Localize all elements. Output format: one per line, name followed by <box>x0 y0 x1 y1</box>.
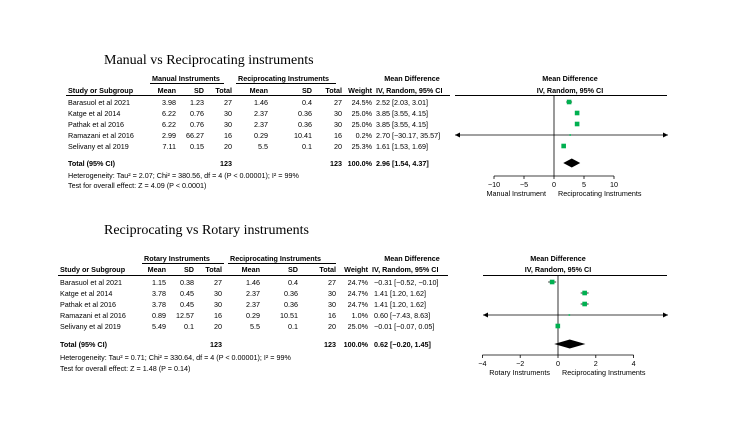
row-total1: 16 <box>214 311 222 320</box>
col-sd2: SD <box>288 265 298 274</box>
row-ci: 1.41 [1.20, 1.62] <box>374 300 426 309</box>
plot-title: Reciprocating vs Rotary instruments <box>104 223 309 238</box>
row-mean1: 5.49 <box>152 322 166 331</box>
total-weight: 100.0% <box>343 340 368 349</box>
row-total1: 16 <box>224 131 232 140</box>
favours-left-label: Rotary Instruments <box>489 368 550 377</box>
row-total2: 30 <box>334 120 342 129</box>
col-study: Study or Subgroup <box>60 265 126 274</box>
col-weight: Weight <box>344 265 368 274</box>
x-tick-label: 10 <box>610 180 618 189</box>
row-ci: −0.01 [−0.07, 0.05] <box>374 322 435 331</box>
row-mean2: 0.29 <box>246 311 260 320</box>
row-sd1: 0.1 <box>184 322 194 331</box>
row-weight: 24.7% <box>347 278 368 287</box>
row-total1: 20 <box>224 142 232 151</box>
row-mean1: 3.98 <box>162 98 176 107</box>
row-ci: 3.85 [3.55, 4.15] <box>376 120 428 129</box>
col-mean2: Mean <box>249 86 268 95</box>
row-weight: 0.2% <box>355 131 372 140</box>
row-mean2: 1.46 <box>246 278 260 287</box>
row-weight: 24.7% <box>347 289 368 298</box>
row-study: Pathak et al 2016 <box>68 120 124 129</box>
plot-title: Manual vs Reciprocating instruments <box>104 53 314 68</box>
x-tick-label: 0 <box>552 180 556 189</box>
md-header: Mean Difference <box>384 74 440 83</box>
row-total1: 30 <box>224 120 232 129</box>
col-md-sub: IV, Random, 95% CI <box>372 265 439 274</box>
row-sd1: 0.38 <box>180 278 194 287</box>
total-n1: 123 <box>220 159 232 168</box>
x-tick-label: 4 <box>631 359 636 368</box>
row-weight: 24.5% <box>351 98 372 107</box>
row-study: Ramazani et al 2016 <box>60 311 126 320</box>
row-mean2: 5.5 <box>258 142 268 151</box>
favours-right-label: Reciprocating Instruments <box>562 368 646 377</box>
total-n1: 123 <box>210 340 222 349</box>
row-sd2: 0.36 <box>298 120 312 129</box>
row-sd2: 10.51 <box>280 311 298 320</box>
heterogeneity-text: Heterogeneity: Tau² = 0.71; Chi² = 330.64, df = 4 (P < 0.00001); I² = 99% <box>60 353 291 362</box>
overall-effect-text: Test for overall effect: Z = 4.09 (P < 0.0001) <box>68 181 207 190</box>
row-mean2: 0.29 <box>254 131 268 140</box>
x-tick-label: 2 <box>593 359 598 368</box>
plot-header: Mean Difference <box>542 74 598 83</box>
row-sd2: 0.36 <box>298 109 312 118</box>
row-total1: 30 <box>224 109 232 118</box>
x-tick-label: 0 <box>556 359 560 368</box>
row-mean1: 2.99 <box>162 131 176 140</box>
plot-subheader: IV, Random, 95% CI <box>524 265 592 274</box>
col-total1: Total <box>205 265 222 274</box>
col-sd2: SD <box>302 86 312 95</box>
row-mean1: 6.22 <box>162 109 176 118</box>
x-tick-label: −5 <box>519 180 529 189</box>
study-marker <box>582 302 587 307</box>
row-weight: 24.7% <box>347 300 368 309</box>
row-study: Katge et al 2014 <box>60 289 113 298</box>
overall-effect-text: Test for overall effect: Z = 1.48 (P = 0.14) <box>60 364 191 373</box>
study-marker <box>582 291 587 296</box>
row-total2: 16 <box>328 311 336 320</box>
row-ci: −0.31 [−0.52, −0.10] <box>374 278 439 287</box>
x-tick-label: 5 <box>582 180 586 189</box>
row-weight: 25.3% <box>351 142 372 151</box>
row-mean1: 7.11 <box>162 142 176 151</box>
heterogeneity-text: Heterogeneity: Tau² = 2.07; Chi² = 380.56, df = 4 (P < 0.00001); I² = 99% <box>68 171 299 180</box>
row-sd1: 0.45 <box>180 289 194 298</box>
x-tick-label: −4 <box>478 359 487 368</box>
row-total2: 27 <box>328 278 336 287</box>
study-marker <box>556 324 561 329</box>
row-mean2: 1.46 <box>254 98 268 107</box>
row-total1: 20 <box>214 322 222 331</box>
row-mean1: 3.78 <box>152 289 166 298</box>
row-total2: 30 <box>328 289 336 298</box>
col-mean2: Mean <box>241 265 260 274</box>
row-mean2: 2.37 <box>246 300 260 309</box>
row-total1: 27 <box>224 98 232 107</box>
col-total1: Total <box>215 86 232 95</box>
col-sd1: SD <box>194 86 204 95</box>
total-label: Total (95% CI) <box>60 340 107 349</box>
row-total2: 20 <box>334 142 342 151</box>
row-mean1: 0.89 <box>152 311 166 320</box>
row-mean2: 2.37 <box>254 109 268 118</box>
row-study: Selivany et al 2019 <box>60 322 121 331</box>
row-total2: 20 <box>328 322 336 331</box>
row-total2: 30 <box>328 300 336 309</box>
ci-arrow-right <box>663 313 668 318</box>
row-weight: 25.0% <box>347 322 368 331</box>
col-md-sub: IV, Random, 95% CI <box>376 86 443 95</box>
row-study: Ramazani et al 2016 <box>68 131 134 140</box>
row-study: Barasuol et al 2021 <box>68 98 130 107</box>
row-sd2: 0.36 <box>284 289 298 298</box>
row-sd1: 1.23 <box>190 98 204 107</box>
row-sd2: 0.1 <box>302 142 312 151</box>
group1-header: Manual Instruments <box>152 74 220 83</box>
row-ci: 1.41 [1.20, 1.62] <box>374 289 426 298</box>
col-sd1: SD <box>184 265 194 274</box>
row-study: Selivany et al 2019 <box>68 142 129 151</box>
row-sd1: 0.76 <box>190 109 204 118</box>
favours-left-label: Manual Instrument <box>486 189 546 198</box>
group1-header: Rotary Instruments <box>144 254 210 263</box>
row-weight: 25.0% <box>351 109 372 118</box>
col-total2: Total <box>325 86 342 95</box>
pooled-diamond <box>554 340 585 349</box>
group2-header: Reciprocating Instruments <box>238 74 330 83</box>
col-study: Study or Subgroup <box>68 86 134 95</box>
col-mean1: Mean <box>147 265 166 274</box>
col-weight: Weight <box>348 86 372 95</box>
md-header: Mean Difference <box>384 254 440 263</box>
row-weight: 25.0% <box>351 120 372 129</box>
ci-arrow-left <box>483 313 488 318</box>
x-tick-label: −10 <box>487 180 501 189</box>
group2-header: Reciprocating Instruments <box>230 254 322 263</box>
x-tick-label: −2 <box>516 359 525 368</box>
total-label: Total (95% CI) <box>68 159 115 168</box>
row-mean2: 2.37 <box>254 120 268 129</box>
row-sd1: 0.76 <box>190 120 204 129</box>
col-total2: Total <box>319 265 336 274</box>
row-mean1: 6.22 <box>162 120 176 129</box>
row-total1: 30 <box>214 289 222 298</box>
row-ci: 3.85 [3.55, 4.15] <box>376 109 428 118</box>
row-mean2: 2.37 <box>246 289 260 298</box>
row-sd2: 10.41 <box>294 131 312 140</box>
row-ci: 1.61 [1.53, 1.69] <box>376 142 428 151</box>
row-sd1: 0.15 <box>190 142 204 151</box>
col-mean1: Mean <box>157 86 176 95</box>
row-sd1: 66.27 <box>186 131 204 140</box>
favours-right-label: Reciprocating Instruments <box>558 189 642 198</box>
study-marker <box>550 280 555 285</box>
row-sd1: 12.57 <box>176 311 194 320</box>
row-ci: 0.60 [−7.43, 8.63] <box>374 311 431 320</box>
row-mean1: 3.78 <box>152 300 166 309</box>
plot-header: Mean Difference <box>530 254 586 263</box>
study-marker <box>569 314 571 316</box>
row-total2: 16 <box>334 131 342 140</box>
row-mean1: 1.15 <box>152 278 166 287</box>
row-sd2: 0.4 <box>288 278 298 287</box>
row-ci: 2.52 [2.03, 3.01] <box>376 98 428 107</box>
row-sd2: 0.1 <box>288 322 298 331</box>
row-sd1: 0.45 <box>180 300 194 309</box>
plot-subheader: IV, Random, 95% CI <box>536 86 604 95</box>
total-ci: 0.62 [−0.20, 1.45] <box>374 340 431 349</box>
row-total2: 27 <box>334 98 342 107</box>
row-ci: 2.70 [−30.17, 35.57] <box>376 131 441 140</box>
row-study: Barasuol et al 2021 <box>60 278 122 287</box>
row-total1: 27 <box>214 278 222 287</box>
row-study: Pathak et al 2016 <box>60 300 116 309</box>
row-study: Katge et al 2014 <box>68 109 121 118</box>
total-n2: 123 <box>330 159 342 168</box>
row-sd2: 0.36 <box>284 300 298 309</box>
row-weight: 1.0% <box>351 311 368 320</box>
total-weight: 100.0% <box>347 159 372 168</box>
row-total2: 30 <box>334 109 342 118</box>
total-n2: 123 <box>324 340 336 349</box>
row-sd2: 0.4 <box>302 98 312 107</box>
row-mean2: 5.5 <box>250 322 260 331</box>
row-total1: 30 <box>214 300 222 309</box>
total-ci: 2.96 [1.54, 4.37] <box>376 159 429 168</box>
